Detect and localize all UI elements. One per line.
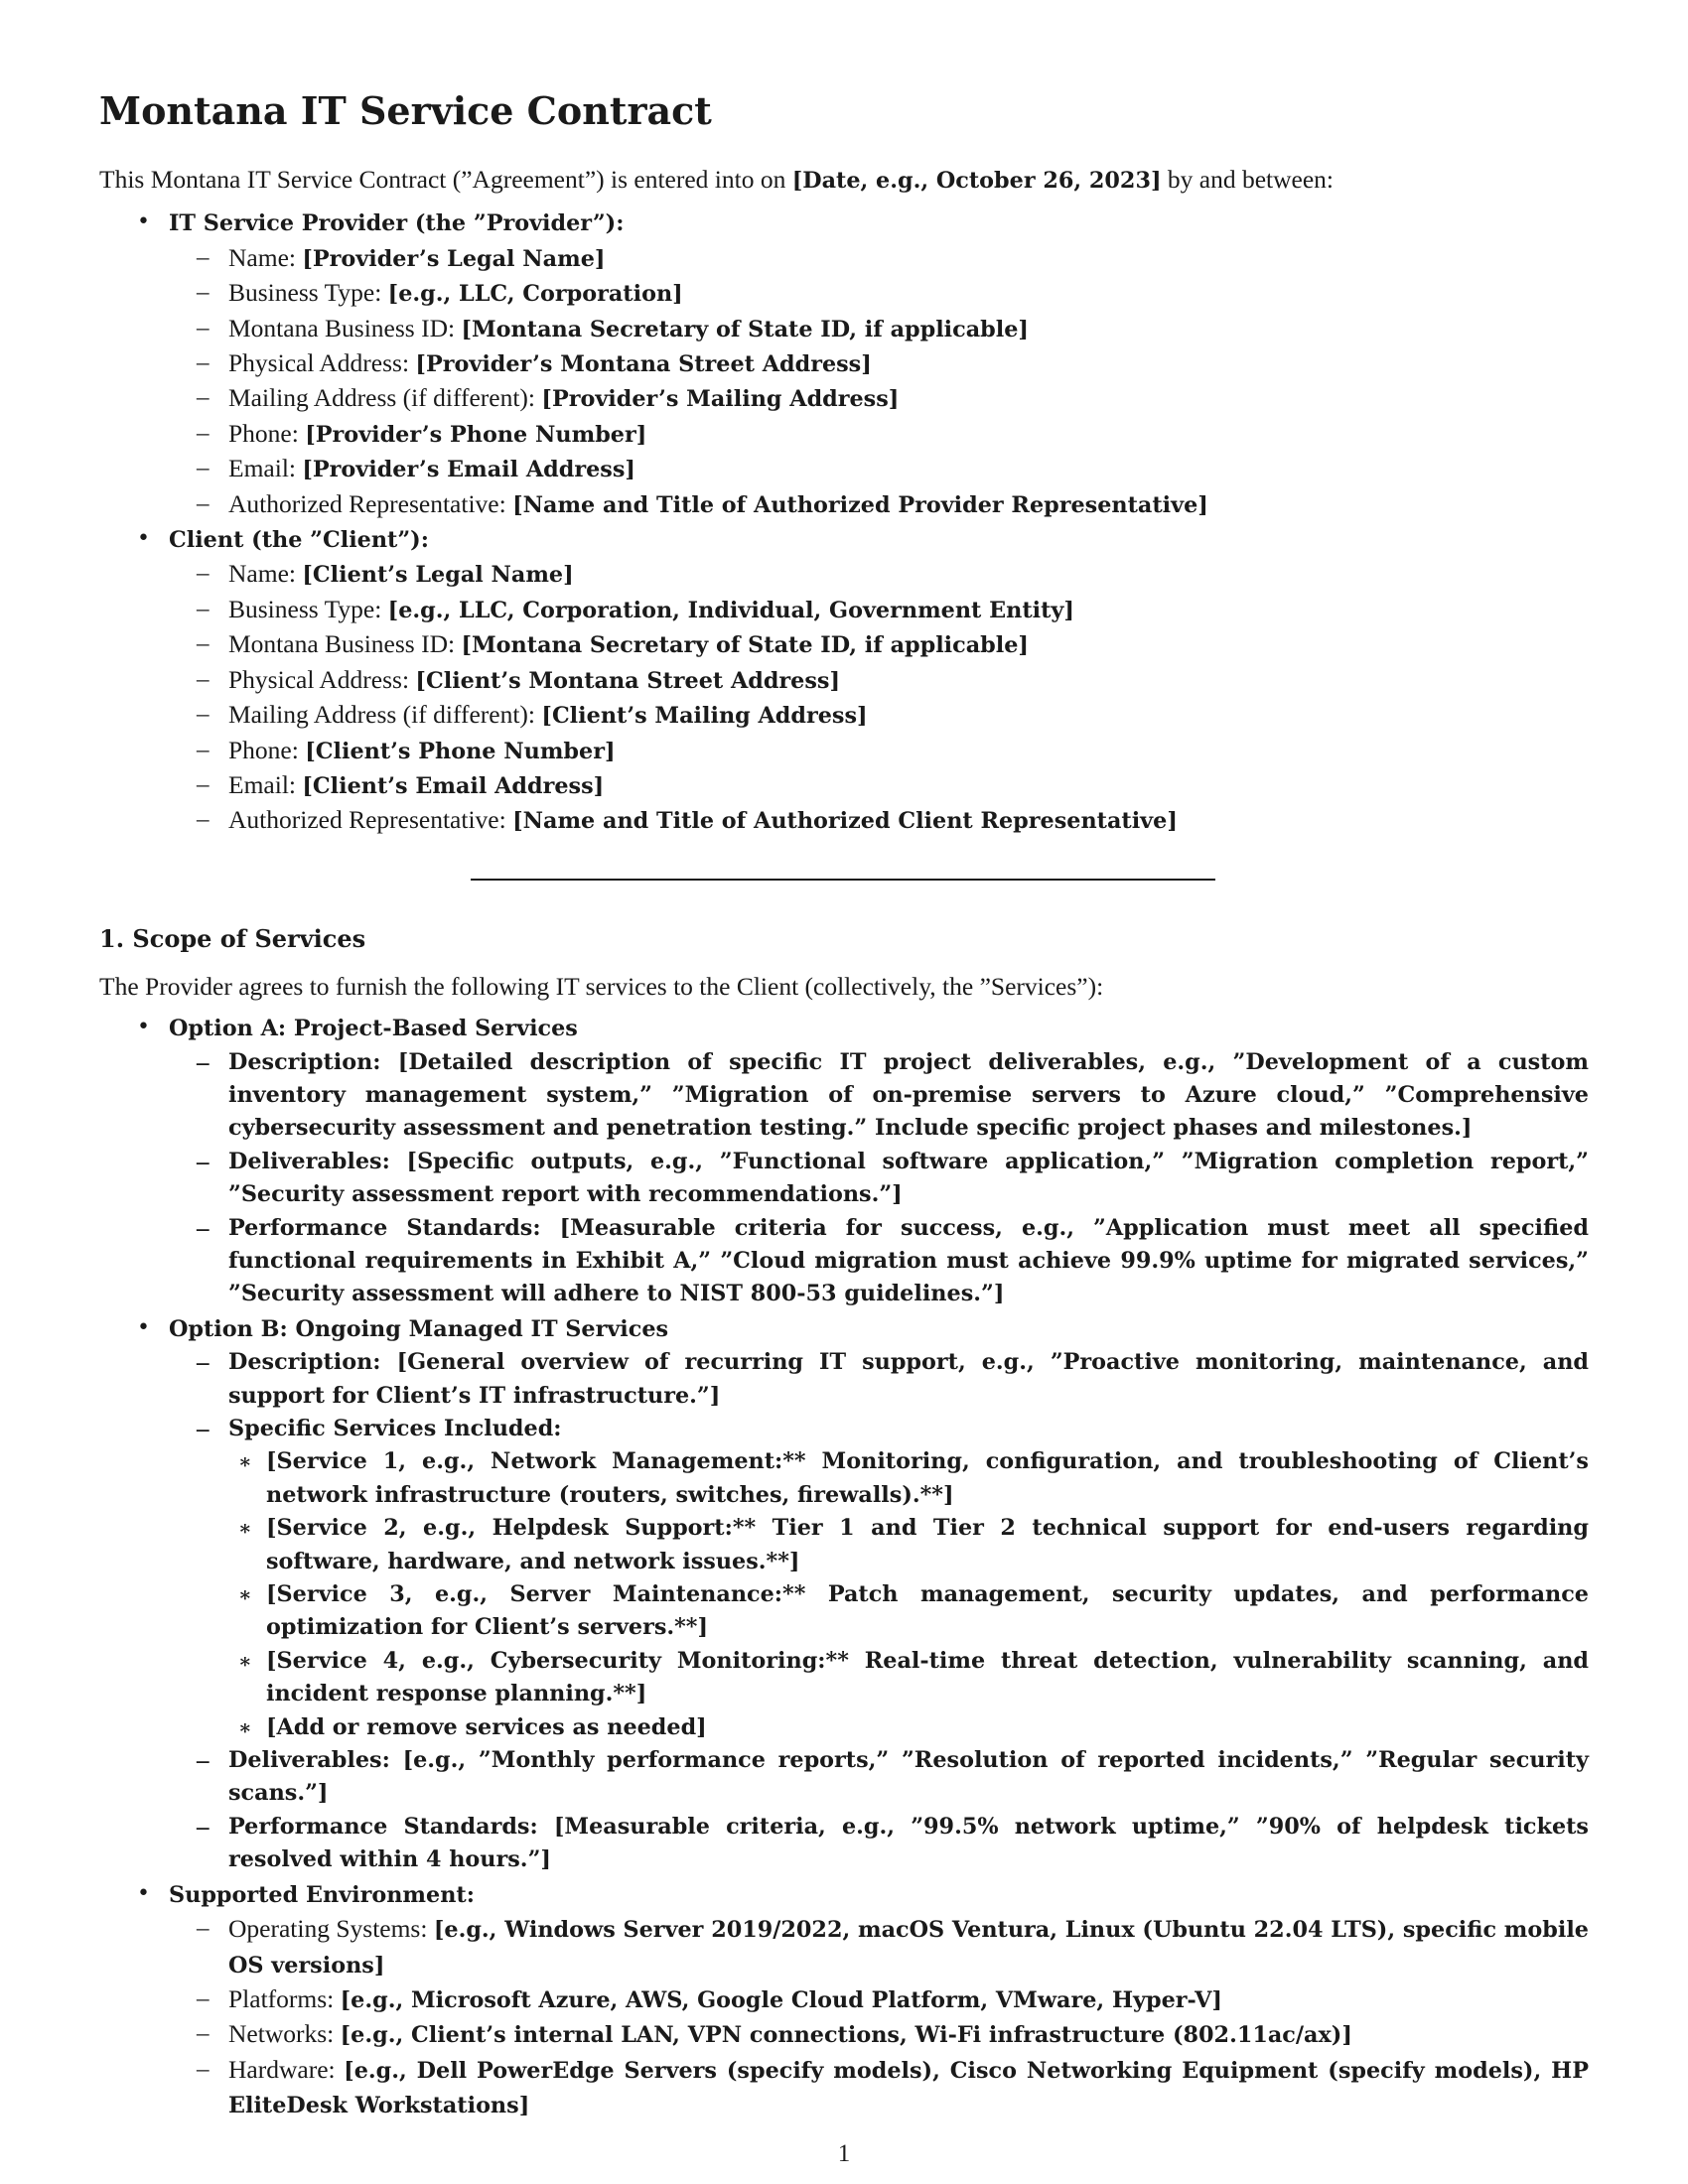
intro-date: [Date, e.g., October 26, 2023] [791, 168, 1162, 194]
section-intro: The Provider agrees to furnish the following IT services to the Client (collectively, the ”Services”): [99, 971, 1104, 1001]
service-item: ∗ [Service 3, e.g., Server Maintenance:** Patch management, security updates, and performance optimization for Client’s servers.**] [228, 1578, 1589, 1645]
provider-field [169, 276, 1589, 311]
client-fields [169, 557, 1589, 838]
client-field-label: Authorized Representative: [228, 805, 513, 835]
client-field [169, 627, 1589, 662]
option-b-performance: – Performance Standards: [Measurable criteria, e.g., ”99.5% network uptime,” ”90% of helpdesk tickets resolved within 4 hours.”] [169, 1811, 1589, 1877]
environment-item [99, 1877, 1589, 2123]
specific-services-heading: Specific Services Included: [228, 1416, 562, 1441]
provider-field-value: [Provider’s Legal Name] [302, 245, 606, 272]
option-b-deliverables: – Deliverables: [e.g., ”Monthly performance reports,” ”Resolution of reported incidents,” ”Regular security scans.”] [169, 1744, 1589, 1811]
provider-field-value: [Provider’s Phone Number] [305, 421, 647, 448]
option-a-performance: – Performance Standards: [Measurable criteria for success, e.g., ”Application must meet all specified functional requirements in Exhibit A,” ”Cloud migration must achieve 99.9% uptime for migrated services,” ”Security assessment will adhere to NIST 800-53 guidelines.”] [169, 1212, 1589, 1311]
environment-heading: Supported Environment: [169, 1881, 475, 1908]
service-item: ∗ [Service 1, e.g., Network Management:** Monitoring, configuration, and troubleshooting of Client’s network infrastructure (routers, switches, firewalls).**] [228, 1445, 1589, 1512]
client-field [169, 803, 1589, 838]
service-item: ∗ [Service 4, e.g., Cybersecurity Monitoring:** Real-time threat detection, vulnerability scanning, and incident response planning.**] [228, 1645, 1589, 1711]
client-field [169, 557, 1589, 592]
environment-field [169, 2017, 1589, 2052]
environment-field [169, 1982, 1589, 2017]
client-item [99, 522, 1589, 839]
client-field-value: [Montana Secretary of State ID, if applicable] [461, 632, 1029, 659]
option-b-specific-services [169, 1413, 1589, 1744]
provider-field-label: Physical Address: [228, 348, 416, 378]
client-field [169, 768, 1589, 803]
services-list [99, 1011, 1589, 2122]
provider-field [169, 417, 1589, 452]
option-a-deliverables: – Deliverables: [Specific outputs, e.g., ”Functional software application,” ”Migration completion report,” ”Security assessment report with recommendations.”] [169, 1146, 1589, 1212]
client-field-value: [Client’s Legal Name] [302, 562, 574, 589]
provider-field [169, 487, 1589, 522]
document-page [99, 85, 1589, 2123]
provider-field-label: Mailing Address (if different): [228, 383, 542, 413]
environment-fields [169, 1912, 1589, 2122]
client-field-value: [e.g., LLC, Corporation, Individual, Government Entity] [387, 597, 1074, 623]
provider-field [169, 452, 1589, 486]
environment-field-value: [e.g., Dell PowerEdge Servers (specify models), Cisco Networking Equipment (specify models), HP EliteDesk Workstations] [228, 2057, 1589, 2119]
client-field-value: [Client’s Phone Number] [305, 738, 616, 764]
client-field [169, 593, 1589, 627]
provider-fields [169, 241, 1589, 522]
environment-field-label: Hardware: [228, 2054, 345, 2084]
provider-field-label: Phone: [228, 418, 306, 448]
provider-field-label: Business Type: [228, 278, 388, 308]
provider-field-label: Email: [228, 454, 303, 483]
environment-field-label: Platforms: [228, 1983, 341, 2013]
option-b-item [99, 1311, 1589, 1877]
client-field-value: [Client’s Mailing Address] [541, 703, 868, 730]
option-b-description: – Description: [General overview of recurring IT support, e.g., ”Proactive monitoring, maintenance, and support for Client’s IT infrastructure.”] [169, 1346, 1589, 1413]
provider-field-value: [e.g., LLC, Corporation] [387, 281, 683, 308]
environment-field-value: [e.g., Microsoft Azure, AWS, Google Cloud Platform, VMware, Hyper-V] [340, 1986, 1222, 2013]
client-field-label: Montana Business ID: [228, 629, 462, 659]
horizontal-rule [471, 879, 1215, 881]
provider-field-label: Montana Business ID: [228, 313, 462, 342]
intro-paragraph [99, 163, 1589, 198]
service-item: ∗ [Service 2, e.g., Helpdesk Support:** Tier 1 and Tier 2 technical support for end-users regarding software, hardware, and network issues.**] [228, 1512, 1589, 1578]
option-b-heading: Option B: Ongoing Managed IT Services [169, 1315, 669, 1342]
intro-text: This Montana IT Service Contract (”Agreement”) is entered into on [99, 165, 792, 194]
service-item: ∗ [Add or remove services as needed] [228, 1711, 1589, 1744]
client-field-value: [Client’s Email Address] [302, 772, 605, 799]
provider-field [169, 312, 1589, 346]
provider-field-value: [Name and Title of Authorized Provider Representative] [512, 491, 1208, 518]
provider-field-value: [Provider’s Email Address] [302, 457, 635, 483]
client-heading: Client (the ”Client”): [169, 527, 429, 554]
client-field-label: Business Type: [228, 594, 388, 623]
parties-list [99, 205, 1589, 838]
provider-field-value: [Montana Secretary of State ID, if applicable] [461, 316, 1029, 342]
client-field-value: [Client’s Montana Street Address] [415, 667, 841, 694]
option-a-heading: Option A: Project-Based Services [169, 1016, 578, 1042]
client-field-label: Mailing Address (if different): [228, 700, 542, 730]
environment-field-label: Operating Systems: [228, 1914, 434, 1944]
option-a-description: – Description: [Detailed description of specific IT project deliverables, e.g., ”Development of a custom inventory management system,” ”Migration of on-premise servers to Azure cloud,” ”Comprehensive cybersecurity assessment and penetration testing.” Include specific project phases and milestones.] [169, 1046, 1589, 1146]
client-field-value: [Name and Title of Authorized Client Representative] [512, 808, 1178, 835]
client-field-label: Physical Address: [228, 664, 416, 694]
client-field-label: Phone: [228, 735, 306, 764]
provider-item [99, 205, 1589, 522]
page-number: 1 [837, 2140, 851, 2167]
specific-services-list [228, 1445, 1589, 1744]
provider-field-label: Authorized Representative: [228, 488, 513, 518]
environment-field-label: Networks: [228, 2019, 341, 2049]
environment-field-value: [e.g., Client’s internal LAN, VPN connections, Wi-Fi infrastructure (802.11ac/ax)] [340, 2022, 1352, 2049]
provider-field-value: [Provider’s Mailing Address] [541, 386, 900, 413]
client-field [169, 734, 1589, 768]
provider-heading: IT Service Provider (the ”Provider”): [169, 210, 625, 237]
document-title: Montana IT Service Contract [99, 88, 712, 133]
section-heading-scope: 1. Scope of Services [99, 923, 366, 953]
client-field [169, 663, 1589, 698]
option-a-item [99, 1011, 1589, 1311]
environment-field-value: [e.g., Windows Server 2019/2022, macOS Ventura, Linux (Ubuntu 22.04 LTS), specific mobile OS versions] [228, 1917, 1589, 1979]
provider-field [169, 241, 1589, 276]
provider-field-label: Name: [228, 242, 303, 272]
environment-field [169, 1912, 1589, 1982]
option-a-details [169, 1046, 1589, 1311]
environment-field [169, 2053, 1589, 2123]
provider-field [169, 346, 1589, 381]
intro-text-end: by and between: [1161, 165, 1334, 194]
client-field-label: Email: [228, 769, 303, 799]
provider-field-value: [Provider’s Montana Street Address] [415, 351, 872, 378]
provider-field [169, 381, 1589, 416]
client-field-label: Name: [228, 559, 303, 589]
client-field [169, 698, 1589, 733]
option-b-details [169, 1346, 1589, 1877]
